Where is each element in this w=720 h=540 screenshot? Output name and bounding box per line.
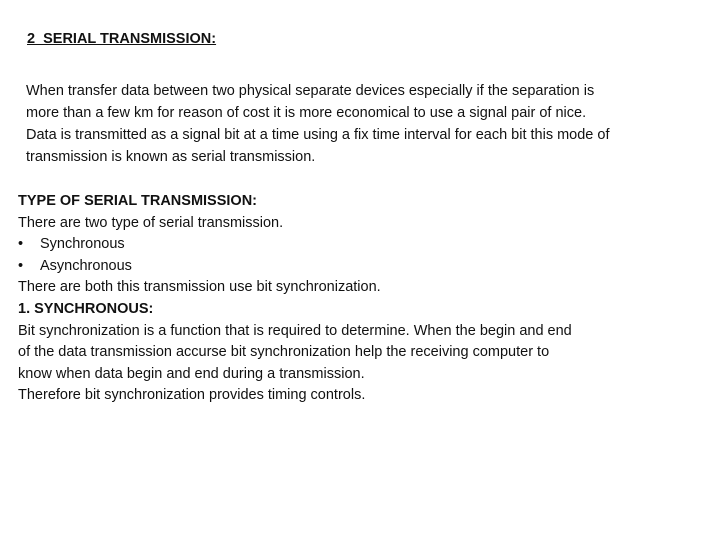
types-section [18, 191, 708, 407]
synchronous-line: Therefore bit synchronization provides timing controls. [18, 387, 366, 404]
types-intro: There are two type of serial transmission. [18, 214, 284, 231]
intro-paragraph [26, 80, 712, 168]
bullet-dot-icon: • [18, 236, 24, 253]
synchronous-title: 1. SYNCHRONOUS: [18, 300, 154, 317]
intro-line: When transfer data between two physical separate devices especially if the separation is [26, 83, 595, 99]
bullet-label: Synchronous [40, 236, 125, 253]
bullet-label: Asynchronous [40, 257, 132, 274]
bullet-item-synchronous [18, 234, 708, 256]
section-heading: 2 SERIAL TRANSMISSION: [27, 31, 217, 47]
synchronous-line: of the data transmission accurse bit synchronization help the receiving computer to [18, 344, 550, 361]
types-note: There are both this transmission use bit synchronization. [18, 279, 381, 296]
intro-line: transmission is known as serial transmission. [26, 149, 316, 165]
types-title: TYPE OF SERIAL TRANSMISSION: [18, 193, 258, 209]
intro-line: more than a few km for reason of cost it is more economical to use a signal pair of nice. [26, 105, 587, 121]
bullet-item-asynchronous [18, 256, 708, 278]
synchronous-line: know when data begin and end during a transmission. [18, 365, 365, 382]
intro-line: Data is transmitted as a signal bit at a time using a fix time interval for each bit this mode of [26, 127, 610, 143]
synchronous-line: Bit synchronization is a function that is required to determine. When the begin and end [18, 322, 572, 339]
bullet-dot-icon: • [18, 257, 24, 274]
